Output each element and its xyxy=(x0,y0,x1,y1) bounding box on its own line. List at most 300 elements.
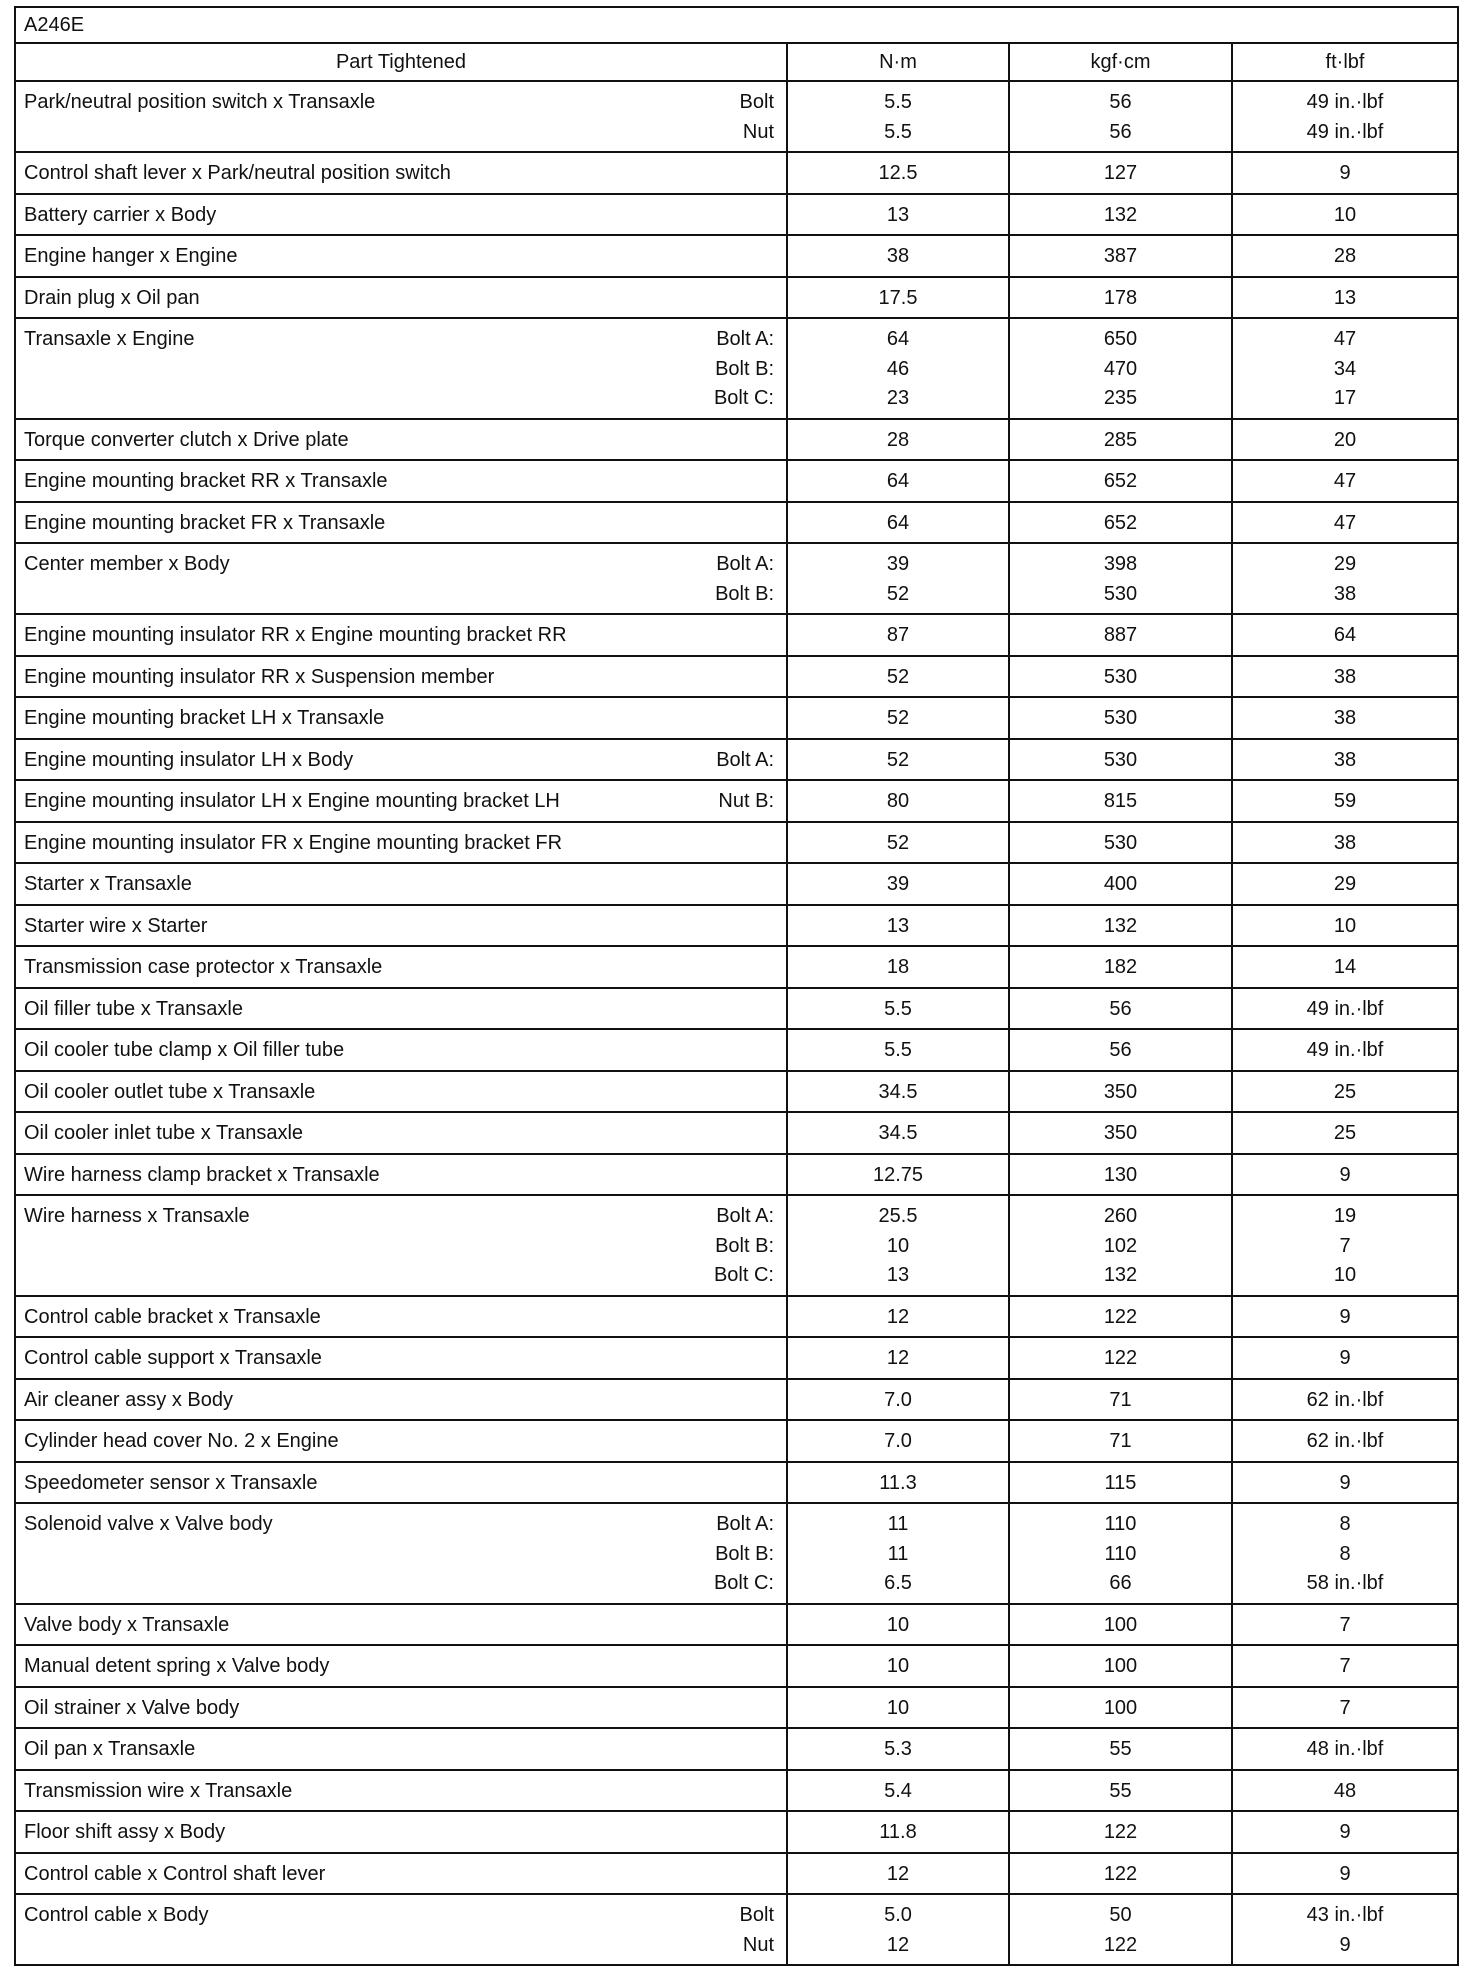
torque-nm-cell xyxy=(787,697,1009,739)
torque-kgf-value: 102 xyxy=(1103,1234,1138,1257)
fastener-labels xyxy=(768,509,774,539)
torque-ft-value: 9 xyxy=(1339,1163,1351,1186)
torque-nm-cell xyxy=(787,1296,1009,1338)
fastener-label xyxy=(768,426,774,456)
torque-nm-value: 80 xyxy=(886,790,910,812)
table-row xyxy=(15,1811,1458,1853)
torque-ft-value: 9 xyxy=(1339,162,1351,184)
header-ft-lbf: ft·lbf xyxy=(1232,43,1458,81)
part-name: Transaxle x Engine xyxy=(24,328,195,350)
torque-nm-cell xyxy=(787,1071,1009,1113)
table-row xyxy=(15,1894,1458,1965)
torque-ft-cell xyxy=(1232,739,1458,781)
torque-ft-value: 7 xyxy=(1339,1234,1351,1257)
torque-ft-value: 9 xyxy=(1339,1347,1351,1369)
fastener-label: Bolt A: xyxy=(716,553,774,575)
part-name: Oil cooler inlet tube x Transaxle xyxy=(24,1122,304,1144)
part-name: Transmission wire x Transaxle xyxy=(24,1779,293,1802)
torque-nm-cell xyxy=(787,822,1009,864)
table-row xyxy=(15,1728,1458,1770)
torque-ft-value: 34 xyxy=(1333,357,1357,380)
torque-kgf-value: 122 xyxy=(1103,1821,1138,1843)
torque-ft-value: 48 xyxy=(1333,1779,1357,1802)
torque-nm-cell xyxy=(787,235,1009,277)
torque-ft-cell xyxy=(1232,419,1458,461)
torque-ft-cell xyxy=(1232,194,1458,236)
part-cell xyxy=(15,1462,787,1504)
fastener-label xyxy=(768,201,774,231)
part-cell xyxy=(15,739,787,781)
fastener-label: Bolt A: xyxy=(716,1513,774,1535)
table-row xyxy=(15,1687,1458,1729)
fastener-label: Bolt C: xyxy=(713,387,774,409)
torque-nm-cell xyxy=(787,318,1009,419)
part-name: Engine mounting bracket RR x Transaxle xyxy=(24,470,388,492)
torque-nm-value: 11 xyxy=(887,1542,909,1565)
part-name: Engine mounting insulator LH x Body xyxy=(24,748,354,771)
torque-ft-value: 64 xyxy=(1333,624,1357,646)
table-row xyxy=(15,822,1458,864)
torque-kgf-cell xyxy=(1009,318,1232,419)
torque-nm-value: 38 xyxy=(886,245,910,267)
torque-nm-value: 52 xyxy=(886,582,910,605)
torque-ft-value: 48 in.·lbf xyxy=(1306,1738,1384,1760)
torque-nm-cell xyxy=(787,81,1009,152)
torque-ft-value: 7 xyxy=(1339,1696,1351,1719)
torque-ft-value: 14 xyxy=(1333,956,1357,978)
part-cell xyxy=(15,81,787,152)
torque-ft-value: 8 xyxy=(1339,1542,1351,1565)
torque-kgf-cell xyxy=(1009,1071,1232,1113)
torque-kgf-cell xyxy=(1009,1154,1232,1196)
fastener-labels xyxy=(768,1860,774,1890)
fastener-labels xyxy=(768,1694,774,1724)
torque-ft-cell xyxy=(1232,502,1458,544)
torque-ft-value: 20 xyxy=(1333,428,1357,451)
torque-nm-value: 12.75 xyxy=(872,1163,924,1186)
fastener-label: Bolt B: xyxy=(715,1542,774,1565)
torque-ft-value: 49 in.·lbf xyxy=(1306,120,1384,143)
torque-nm-value: 18 xyxy=(886,956,910,978)
torque-kgf-value: 887 xyxy=(1103,624,1138,646)
torque-ft-cell xyxy=(1232,1728,1458,1770)
fastener-label xyxy=(768,1161,774,1191)
part-cell xyxy=(15,1420,787,1462)
part-name: Control cable x Body xyxy=(24,1904,209,1926)
table-row xyxy=(15,152,1458,194)
torque-ft-value: 38 xyxy=(1333,831,1357,854)
torque-nm-cell xyxy=(787,1112,1009,1154)
torque-kgf-value: 115 xyxy=(1104,1471,1137,1494)
fastener-label xyxy=(768,1119,774,1149)
fastener-labels xyxy=(740,1901,774,1960)
torque-kgf-value: 122 xyxy=(1103,1933,1138,1956)
part-cell xyxy=(15,194,787,236)
part-name: Oil cooler tube clamp x Oil filler tube xyxy=(24,1039,345,1061)
torque-ft-cell xyxy=(1232,1894,1458,1965)
fastener-labels xyxy=(768,1344,774,1374)
fastener-label xyxy=(768,1427,774,1457)
torque-kgf-cell xyxy=(1009,235,1232,277)
torque-ft-cell xyxy=(1232,1645,1458,1687)
torque-nm-value: 10 xyxy=(886,1234,910,1257)
fastener-label: Nut xyxy=(742,1933,774,1956)
torque-ft-cell xyxy=(1232,1337,1458,1379)
torque-nm-cell xyxy=(787,419,1009,461)
header-nm: N·m xyxy=(787,43,1009,81)
torque-ft-value: 19 xyxy=(1333,1205,1357,1227)
part-cell xyxy=(15,460,787,502)
torque-spec-sheet xyxy=(14,6,1457,1966)
table-row xyxy=(15,502,1458,544)
table-row xyxy=(15,1462,1458,1504)
part-cell xyxy=(15,1894,787,1965)
torque-ft-value: 49 in.·lbf xyxy=(1306,997,1384,1020)
torque-nm-cell xyxy=(787,905,1009,947)
fastener-label xyxy=(768,242,774,272)
fastener-labels xyxy=(768,1036,774,1066)
part-name: Drain plug x Oil pan xyxy=(24,286,200,309)
torque-nm-value: 52 xyxy=(886,665,910,688)
fastener-labels xyxy=(768,829,774,859)
torque-ft-value: 10 xyxy=(1333,203,1357,226)
torque-nm-value: 5.0 xyxy=(884,1904,912,1926)
table-row xyxy=(15,318,1458,419)
torque-kgf-value: 100 xyxy=(1103,1655,1138,1677)
torque-ft-value: 10 xyxy=(1333,1264,1357,1286)
part-cell xyxy=(15,1296,787,1338)
fastener-label xyxy=(768,1386,774,1416)
table-row xyxy=(15,1503,1458,1604)
fastener-labels xyxy=(768,621,774,651)
torque-kgf-cell xyxy=(1009,614,1232,656)
torque-ft-value: 10 xyxy=(1333,914,1357,937)
part-cell xyxy=(15,1687,787,1729)
part-cell xyxy=(15,946,787,988)
torque-nm-value: 52 xyxy=(886,707,910,729)
torque-kgf-value: 398 xyxy=(1103,553,1138,575)
torque-ft-value: 58 in.·lbf xyxy=(1306,1572,1384,1594)
part-cell xyxy=(15,1071,787,1113)
fastener-labels xyxy=(768,1611,774,1641)
fastener-label: Bolt B: xyxy=(715,582,774,605)
fastener-label xyxy=(768,1777,774,1807)
fastener-labels xyxy=(768,467,774,497)
torque-ft-value: 29 xyxy=(1333,873,1357,895)
part-name: Floor shift assy x Body xyxy=(24,1821,226,1843)
table-row xyxy=(15,1379,1458,1421)
fastener-label xyxy=(768,704,774,734)
fastener-label: Nut xyxy=(742,120,774,143)
torque-ft-cell xyxy=(1232,988,1458,1030)
part-name: Engine mounting bracket LH x Transaxle xyxy=(24,707,385,729)
torque-kgf-value: 235 xyxy=(1103,387,1138,409)
torque-kgf-cell xyxy=(1009,905,1232,947)
torque-nm-value: 28 xyxy=(886,428,910,451)
torque-ft-cell xyxy=(1232,1853,1458,1895)
table-row xyxy=(15,277,1458,319)
torque-kgf-value: 122 xyxy=(1103,1305,1138,1328)
torque-ft-cell xyxy=(1232,1154,1458,1196)
torque-ft-value: 38 xyxy=(1333,582,1357,605)
part-cell xyxy=(15,1379,787,1421)
torque-kgf-cell xyxy=(1009,1195,1232,1296)
fastener-labels xyxy=(768,953,774,983)
fastener-labels xyxy=(768,1735,774,1765)
torque-kgf-value: 530 xyxy=(1103,665,1138,688)
table-row xyxy=(15,780,1458,822)
torque-nm-value: 64 xyxy=(886,511,910,534)
fastener-label xyxy=(768,995,774,1025)
part-name: Speedometer sensor x Transaxle xyxy=(24,1471,318,1494)
part-cell xyxy=(15,1770,787,1812)
torque-nm-value: 46 xyxy=(886,357,910,380)
fastener-labels xyxy=(768,663,774,693)
torque-ft-cell xyxy=(1232,697,1458,739)
torque-nm-value: 17.5 xyxy=(878,286,918,309)
torque-kgf-cell xyxy=(1009,697,1232,739)
fastener-label xyxy=(768,1611,774,1641)
fastener-labels xyxy=(715,550,774,609)
torque-kgf-cell xyxy=(1009,1645,1232,1687)
torque-ft-value: 38 xyxy=(1333,748,1357,771)
part-cell xyxy=(15,1195,787,1296)
fastener-labels xyxy=(716,746,774,776)
torque-nm-cell xyxy=(787,1195,1009,1296)
fastener-label xyxy=(768,621,774,651)
torque-nm-cell xyxy=(787,1687,1009,1729)
torque-nm-value: 5.5 xyxy=(884,1039,912,1061)
part-name: Valve body x Transaxle xyxy=(24,1613,230,1636)
part-cell xyxy=(15,419,787,461)
torque-nm-value: 12 xyxy=(886,1347,910,1369)
torque-ft-value: 43 in.·lbf xyxy=(1306,1904,1384,1926)
fastener-label xyxy=(768,467,774,497)
torque-kgf-value: 71 xyxy=(1109,1430,1132,1452)
torque-nm-cell xyxy=(787,1853,1009,1895)
part-name: Control cable x Control shaft lever xyxy=(24,1862,326,1885)
torque-ft-cell xyxy=(1232,235,1458,277)
part-cell xyxy=(15,1029,787,1071)
torque-kgf-value: 400 xyxy=(1103,873,1138,895)
fastener-label xyxy=(768,829,774,859)
fastener-labels xyxy=(768,704,774,734)
torque-nm-cell xyxy=(787,1770,1009,1812)
part-name: Starter x Transaxle xyxy=(24,873,192,895)
torque-nm-value: 64 xyxy=(886,470,910,492)
torque-ft-cell xyxy=(1232,863,1458,905)
torque-nm-value: 12 xyxy=(886,1933,910,1956)
fastener-label xyxy=(768,953,774,983)
part-cell xyxy=(15,1503,787,1604)
torque-kgf-value: 260 xyxy=(1103,1205,1138,1227)
torque-kgf-value: 132 xyxy=(1103,203,1138,226)
part-name: Solenoid valve x Valve body xyxy=(24,1513,273,1535)
fastener-labels xyxy=(768,1652,774,1682)
torque-nm-cell xyxy=(787,543,1009,614)
table-row xyxy=(15,1154,1458,1196)
fastener-label xyxy=(768,663,774,693)
torque-nm-value: 5.4 xyxy=(884,1779,912,1802)
fastener-label xyxy=(768,870,774,900)
torque-kgf-cell xyxy=(1009,1420,1232,1462)
torque-ft-cell xyxy=(1232,1379,1458,1421)
part-name: Oil strainer x Valve body xyxy=(24,1696,240,1719)
table-row xyxy=(15,739,1458,781)
torque-nm-value: 25.5 xyxy=(878,1205,918,1227)
torque-nm-value: 5.3 xyxy=(884,1738,912,1760)
fastener-label xyxy=(768,912,774,942)
part-cell xyxy=(15,1112,787,1154)
torque-nm-cell xyxy=(787,460,1009,502)
torque-ft-cell xyxy=(1232,1770,1458,1812)
torque-ft-value: 9 xyxy=(1339,1305,1351,1328)
torque-nm-cell xyxy=(787,1337,1009,1379)
part-name: Control cable support x Transaxle xyxy=(24,1347,322,1369)
torque-ft-value: 8 xyxy=(1339,1513,1351,1535)
fastener-label: Bolt A: xyxy=(716,328,774,350)
fastener-label: Bolt C: xyxy=(713,1264,774,1286)
table-row xyxy=(15,863,1458,905)
torque-ft-cell xyxy=(1232,656,1458,698)
torque-kgf-value: 127 xyxy=(1103,162,1138,184)
torque-kgf-cell xyxy=(1009,780,1232,822)
part-cell xyxy=(15,863,787,905)
part-cell xyxy=(15,543,787,614)
fastener-label xyxy=(768,1818,774,1848)
torque-nm-value: 6.5 xyxy=(884,1572,912,1594)
torque-kgf-cell xyxy=(1009,194,1232,236)
torque-spec-table xyxy=(14,6,1459,1966)
torque-nm-cell xyxy=(787,1728,1009,1770)
part-name: Center member x Body xyxy=(24,553,230,575)
table-row xyxy=(15,81,1458,152)
torque-nm-cell xyxy=(787,1811,1009,1853)
table-body xyxy=(15,81,1458,1965)
torque-kgf-cell xyxy=(1009,277,1232,319)
fastener-labels xyxy=(768,912,774,942)
part-name: Engine mounting insulator RR x Suspension member xyxy=(24,665,495,688)
torque-kgf-value: 350 xyxy=(1103,1080,1138,1103)
fastener-label xyxy=(768,1344,774,1374)
torque-kgf-value: 66 xyxy=(1109,1572,1132,1594)
part-name: Transmission case protector x Transaxle xyxy=(24,956,383,978)
torque-nm-cell xyxy=(787,194,1009,236)
torque-nm-value: 13 xyxy=(886,914,910,937)
torque-kgf-value: 178 xyxy=(1103,286,1138,309)
torque-ft-value: 17 xyxy=(1333,387,1357,409)
part-name: Engine mounting insulator LH x Engine mounting bracket LH xyxy=(24,790,560,812)
torque-kgf-value: 100 xyxy=(1103,1696,1138,1719)
torque-kgf-value: 55 xyxy=(1109,1779,1132,1802)
torque-ft-value: 29 xyxy=(1333,553,1357,575)
fastener-label xyxy=(768,1860,774,1890)
torque-nm-value: 11.3 xyxy=(879,1471,917,1494)
torque-ft-cell xyxy=(1232,543,1458,614)
torque-kgf-value: 132 xyxy=(1103,1264,1138,1286)
fastener-label: Bolt C: xyxy=(713,1572,774,1594)
torque-kgf-cell xyxy=(1009,822,1232,864)
torque-ft-value: 49 in.·lbf xyxy=(1306,1039,1384,1061)
fastener-label xyxy=(768,1735,774,1765)
torque-ft-cell xyxy=(1232,905,1458,947)
table-row xyxy=(15,543,1458,614)
torque-kgf-cell xyxy=(1009,946,1232,988)
fastener-labels xyxy=(768,159,774,189)
fastener-labels xyxy=(768,1427,774,1457)
torque-nm-cell xyxy=(787,1462,1009,1504)
torque-kgf-cell xyxy=(1009,460,1232,502)
fastener-labels xyxy=(714,325,774,414)
torque-kgf-cell xyxy=(1009,1894,1232,1965)
torque-nm-value: 87 xyxy=(886,624,910,646)
torque-kgf-value: 530 xyxy=(1103,831,1138,854)
torque-nm-value: 5.5 xyxy=(884,120,912,143)
torque-ft-value: 9 xyxy=(1339,1862,1351,1885)
torque-nm-value: 39 xyxy=(886,873,910,895)
part-name: Engine mounting bracket FR x Transaxle xyxy=(24,511,386,534)
torque-kgf-value: 55 xyxy=(1109,1738,1132,1760)
torque-nm-cell xyxy=(787,1029,1009,1071)
torque-kgf-value: 387 xyxy=(1103,245,1138,267)
torque-kgf-value: 56 xyxy=(1109,1039,1132,1061)
torque-nm-value: 52 xyxy=(886,831,910,854)
fastener-labels xyxy=(768,426,774,456)
torque-nm-cell xyxy=(787,1420,1009,1462)
torque-kgf-cell xyxy=(1009,988,1232,1030)
torque-nm-value: 7.0 xyxy=(884,1430,912,1452)
fastener-labels xyxy=(768,870,774,900)
torque-kgf-cell xyxy=(1009,1728,1232,1770)
part-name: Battery carrier x Body xyxy=(24,203,217,226)
torque-kgf-cell xyxy=(1009,1337,1232,1379)
fastener-label xyxy=(768,1469,774,1499)
fastener-labels xyxy=(768,284,774,314)
torque-nm-cell xyxy=(787,1379,1009,1421)
torque-ft-value: 9 xyxy=(1339,1933,1351,1956)
torque-nm-value: 10 xyxy=(886,1696,910,1719)
torque-ft-value: 62 in.·lbf xyxy=(1306,1430,1384,1452)
torque-ft-value: 9 xyxy=(1339,1821,1351,1843)
torque-ft-value: 59 xyxy=(1333,790,1357,812)
torque-ft-cell xyxy=(1232,1296,1458,1338)
part-cell xyxy=(15,1853,787,1895)
torque-nm-value: 39 xyxy=(886,553,910,575)
torque-ft-cell xyxy=(1232,318,1458,419)
torque-ft-cell xyxy=(1232,780,1458,822)
part-name: Engine mounting insulator RR x Engine mounting bracket RR xyxy=(24,624,567,646)
torque-ft-value: 7 xyxy=(1339,1655,1351,1677)
fastener-label: Bolt A: xyxy=(716,748,774,771)
torque-kgf-value: 110 xyxy=(1104,1513,1137,1535)
table-row xyxy=(15,460,1458,502)
table-row xyxy=(15,946,1458,988)
torque-ft-value: 62 in.·lbf xyxy=(1306,1388,1384,1411)
part-cell xyxy=(15,905,787,947)
part-cell xyxy=(15,656,787,698)
torque-ft-value: 38 xyxy=(1333,707,1357,729)
table-row xyxy=(15,1029,1458,1071)
table-row xyxy=(15,697,1458,739)
torque-ft-cell xyxy=(1232,152,1458,194)
torque-ft-cell xyxy=(1232,822,1458,864)
part-cell xyxy=(15,1645,787,1687)
fastener-label: Bolt B: xyxy=(715,1234,774,1257)
fastener-label xyxy=(768,1303,774,1333)
torque-ft-value: 49 in.·lbf xyxy=(1306,91,1384,113)
part-name: Park/neutral position switch x Transaxle xyxy=(24,91,376,113)
fastener-label xyxy=(768,284,774,314)
